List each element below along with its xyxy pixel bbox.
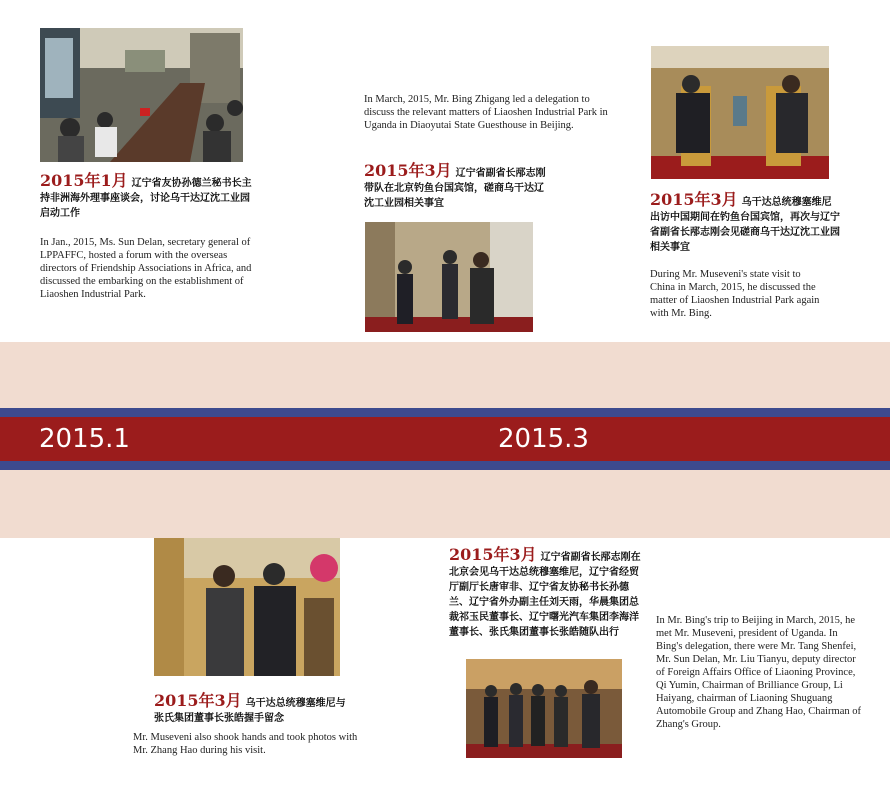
mar-delegation-caption-en: In Mr. Bing's trip to Beijing in March, 2015, he met Mr. Museveni, president of Uganda. In Bing's delegation, there were Mr. Tang Shenfei, Mr. Sun Delan, Mr. Liu Tianyu, deputy director of Foreign Affairs Office of Liaoning Province, Qi Yumin, Chairman of Brilliance Group, Li Haiyang, chairman of Liaoning Shuguang Automobile Group and Zhang Hao, Chairman of Zhang's Group. (656, 615, 861, 730)
zhang-hao-handshake-photo (154, 538, 340, 676)
mar-diaoyutai-date: 2015年3月 (364, 161, 452, 180)
mar-delegation-cn-text: 辽宁省副省长邴志刚在北京会见乌干达总统穆塞维尼，辽宁省经贸厅副厅长唐审非、辽宁省友协秘书长孙德兰、辽宁省外办副主任刘天雨，华晨集团总裁祁玉民董事长、辽宁曙光汽车集团李海洋董事长、张氏集团董事长张皓随队出行 (449, 552, 641, 638)
mar-diaoyutai-caption-cn (364, 163, 549, 211)
mar-zhang-hao-caption-en: Mr. Museveni also shook hands and took photos with Mr. Zhang Hao during his visit. (133, 732, 358, 756)
timeline-band-bottom (0, 470, 890, 538)
jan-forum-caption-en: In Jan., 2015, Ms. Sun Delan, secretary general of LPPAFFC, hosted a forum with the overseas directors of Friendship Associations in Africa, and discussed the embarking on the establishment of Liaoshen Industrial Park. (40, 237, 252, 300)
mar-museveni-visit-caption-en: During Mr. Museveni's state visit to China in March, 2015, he discussed the matter of Liaoshen Industrial Park again with Mr. Bing. (650, 269, 820, 319)
mar-diaoyutai-cn-text: 辽宁省副省长邴志刚带队在北京钓鱼台国宾馆，磋商乌干达辽沈工业园相关事宜 (364, 168, 546, 209)
mar-zhang-hao-date: 2015年3月 (154, 691, 242, 710)
mar-zhang-hao-cn-text: 乌干达总统穆塞维尼与张氏集团董事长张皓握手留念 (154, 698, 346, 724)
mar-delegation-date: 2015年3月 (449, 545, 537, 564)
mar-zhang-hao-caption-cn (154, 693, 349, 726)
mar-museveni-visit-date: 2015年3月 (650, 190, 738, 209)
timeline-marker-2015-3: 2015.3 (498, 424, 589, 454)
jan-forum-date: 2015年1月 (40, 171, 128, 190)
timeline-band-top (0, 342, 890, 408)
timeline-stripe-blue-top (0, 408, 890, 417)
mar-delegation-caption-cn (449, 547, 644, 640)
diaoyutai-handshake-photo (365, 222, 533, 332)
forum-meeting-photo (40, 28, 243, 162)
museveni-meeting-photo (651, 46, 829, 179)
mar-museveni-visit-cn-text: 乌干达总统穆塞维尼出访中国期间在钓鱼台国宾馆，再次与辽宁省副省长邴志刚会见磋商乌干达辽沈工业园相关事宜 (650, 197, 840, 253)
delegation-meeting-photo (466, 659, 622, 758)
timeline-stripe-red (0, 417, 890, 461)
mar-diaoyutai-caption-en: In March, 2015, Mr. Bing Zhigang led a delegation to discuss the relevant matters of Liaoshen Industrial Park in Uganda in Diaoyutai State Guesthouse in Beijing. (364, 94, 608, 131)
mar-museveni-visit-caption-cn (650, 192, 840, 255)
timeline-stripe-blue-bottom (0, 461, 890, 470)
timeline-marker-2015-1: 2015.1 (39, 424, 130, 454)
jan-forum-caption-cn (40, 173, 255, 221)
jan-forum-cn-text: 辽宁省友协孙德兰秘书长主持非洲海外理事座谈会，讨论乌干达辽沈工业园启动工作 (40, 178, 252, 219)
